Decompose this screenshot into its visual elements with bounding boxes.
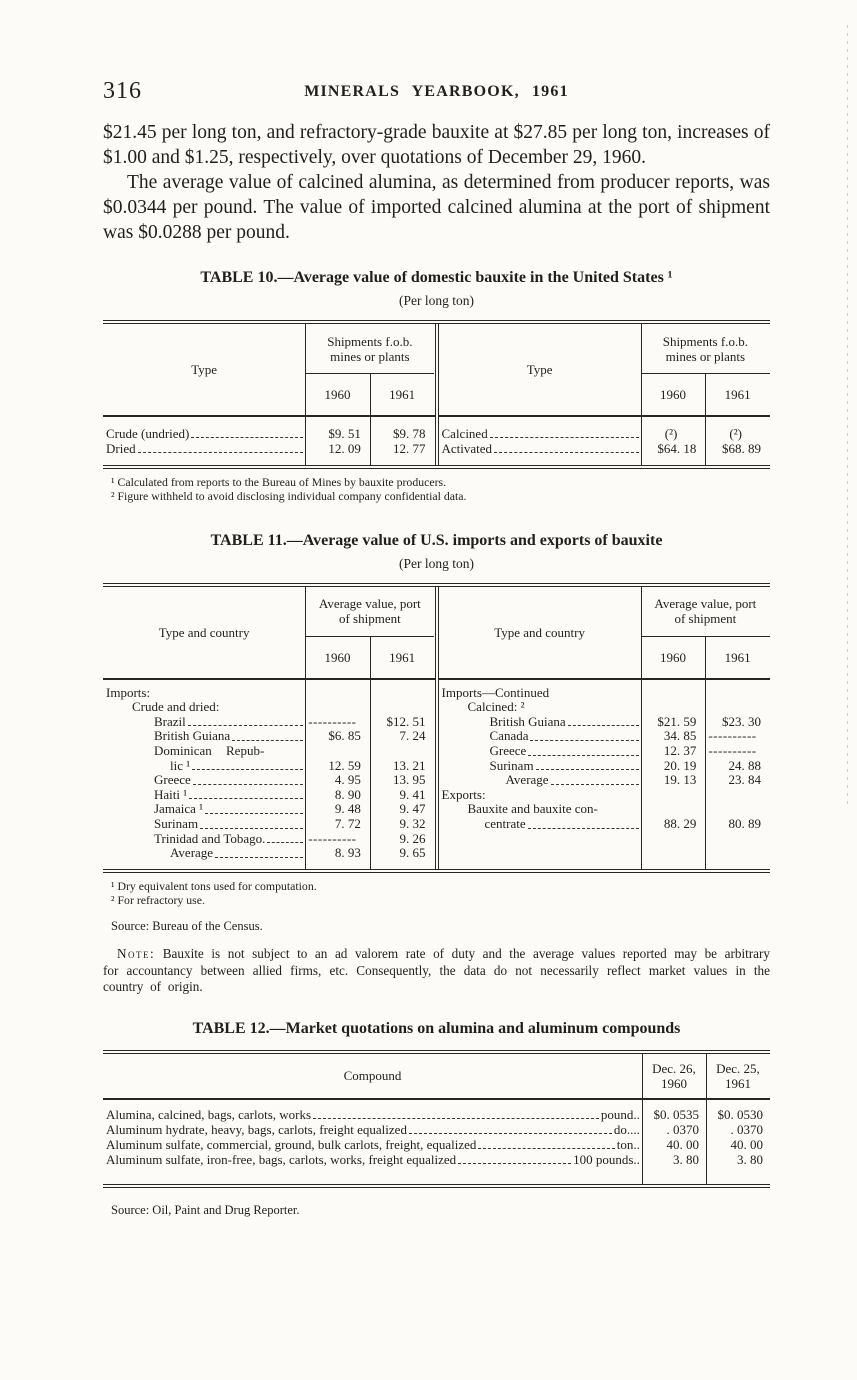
- row-label: Brazil: [154, 714, 186, 729]
- value-1960: $0. 0535: [653, 1106, 699, 1122]
- dot-leader: [458, 1162, 571, 1164]
- row-label: Aluminum sulfate, commercial, ground, bulk carlots, freight, equalized: [106, 1136, 477, 1152]
- value-1961: $23. 30: [721, 713, 761, 729]
- value-1961: 9. 41: [399, 786, 426, 802]
- table-11-left-half: [103, 587, 435, 869]
- column-group-header: Shipments f.o.b. mines or plants: [641, 324, 770, 374]
- value-1960: 9. 48: [334, 801, 361, 817]
- note-paragraph: [103, 946, 770, 996]
- row-label: Dominican Repub-: [154, 743, 265, 758]
- dot-leader: [191, 436, 303, 438]
- table-11-source: Source: Bureau of the Census.: [111, 919, 263, 934]
- value-1960: 19. 13: [663, 772, 697, 788]
- dot-leader: [490, 436, 639, 438]
- value-1960: 8. 90: [334, 786, 361, 802]
- dot-leader: [528, 754, 638, 756]
- dot-leader: [568, 724, 639, 726]
- note-text: Bauxite is not subject to an ad valorem rate of duty and the average values reported may be arbitrary for accountancy between allied firms, etc. Consequently, the data do not necessarily reflect market values in the country of origin.: [103, 946, 770, 995]
- table-body: [439, 417, 771, 465]
- page-number: 316: [103, 78, 142, 104]
- table-row: [439, 759, 771, 774]
- unit-label: do....: [613, 1121, 640, 1137]
- column-header-dec-25-1961: Dec. 25, 1961: [716, 1060, 760, 1091]
- row-label: Haiti ¹: [154, 787, 188, 802]
- dot-leader: [478, 1147, 614, 1149]
- row-label: Surinam: [154, 816, 199, 831]
- table-row: [103, 744, 435, 759]
- value-1961: 3. 80: [736, 1151, 763, 1167]
- column-header-type: Type: [191, 362, 217, 377]
- table-10-title: TABLE 10.—Average value of domestic bauxite in the United States ¹: [200, 269, 673, 286]
- table-row: [439, 729, 771, 744]
- table-row: [103, 802, 435, 817]
- column-header-type-country: Type and country: [494, 624, 585, 640]
- value-1960: 8. 93: [334, 845, 361, 861]
- table-11-footnotes: [103, 880, 770, 908]
- table-10-section: [103, 269, 770, 504]
- column-header-dec-26-1960: Dec. 26, 1960: [652, 1060, 696, 1091]
- table-row: [103, 1137, 770, 1152]
- value-1960: 34. 85: [663, 728, 697, 744]
- row-label: lic ¹: [170, 758, 191, 773]
- table-row: [103, 729, 435, 744]
- table-11-right-half: [435, 587, 771, 869]
- table-row: [439, 817, 771, 832]
- row-label: Alumina, calcined, bags, carlots, works: [106, 1106, 312, 1122]
- column-header-compound: Compound: [343, 1068, 402, 1084]
- table-10-left-half: [103, 324, 435, 465]
- table-12-title: TABLE 12.—Market quotations on alumina and aluminum compounds: [192, 1019, 681, 1037]
- table-10: [103, 320, 770, 469]
- row-label: Trinidad and Tobago.: [154, 831, 266, 846]
- table-row: [439, 715, 771, 730]
- value-1960: ----------: [308, 714, 357, 729]
- column-group-header: Shipments f.o.b. mines or plants: [305, 324, 434, 374]
- value-1961: 9. 26: [399, 830, 426, 846]
- row-label: Average: [170, 846, 214, 861]
- column-header-1960: 1960: [324, 387, 351, 402]
- row-label: Calcined: ²: [467, 700, 525, 715]
- value-1960: $21. 59: [657, 713, 697, 729]
- table-row: [439, 744, 771, 759]
- table-10-subtitle: (Per long ton): [399, 293, 474, 308]
- table-10-footnotes: [103, 476, 770, 504]
- value-1960: . 0370: [666, 1121, 699, 1137]
- dot-leader: [267, 841, 303, 843]
- table-body: [439, 680, 771, 840]
- value-1961: 24. 88: [728, 757, 761, 773]
- table-row: [439, 788, 771, 803]
- intro-paragraph-2: The average value of calcined alumina, as determined from producer reports, was $0.0344 per pound. The value of imported calcined alumina at the port of shipment was $0.0288 per pound.: [103, 172, 770, 243]
- row-label: Imports—Continued: [441, 685, 550, 700]
- value-1960: (²): [664, 426, 678, 441]
- value-1961: 12. 77: [392, 441, 426, 456]
- table-row: [103, 686, 435, 701]
- table-body: [103, 1100, 770, 1184]
- dot-leader: [215, 856, 303, 858]
- table-row: [103, 788, 435, 803]
- table-11: [103, 583, 770, 873]
- table-row: [103, 1152, 770, 1167]
- value-1960: 7. 72: [334, 815, 361, 831]
- table-11-section: [103, 532, 770, 996]
- value-1960: $6. 85: [328, 728, 361, 744]
- dot-leader: [409, 1132, 612, 1134]
- row-label: Aluminum sulfate, iron-free, bags, carlots, works, freight equalized: [106, 1151, 457, 1167]
- table-row: [103, 715, 435, 730]
- note-label: Note:: [117, 946, 156, 962]
- dot-leader: [528, 827, 639, 829]
- table-row: [103, 759, 435, 774]
- table-row: [103, 773, 435, 788]
- row-label: Crude and dried:: [132, 700, 220, 715]
- value-1960: 88. 29: [663, 815, 697, 831]
- row-label: Dried: [106, 441, 136, 456]
- row-label: Activated: [441, 441, 493, 456]
- value-1961: ----------: [708, 743, 757, 758]
- dot-leader: [530, 739, 638, 741]
- dot-leader: [205, 812, 303, 814]
- value-1961: . 0370: [730, 1121, 763, 1137]
- column-group-header: Average value, port of shipment: [641, 587, 770, 637]
- column-header-1961: 1961: [724, 387, 751, 402]
- value-1961: 7. 24: [399, 728, 426, 744]
- value-1961: 80. 89: [728, 815, 761, 831]
- value-1960: $64. 18: [657, 441, 697, 456]
- value-1960: 20. 19: [663, 757, 697, 773]
- dot-leader: [189, 797, 303, 799]
- table-row: [439, 700, 771, 715]
- dot-leader: [551, 783, 639, 785]
- row-label: Imports:: [106, 685, 151, 700]
- table-row: [103, 426, 435, 441]
- value-1961: $12. 51: [386, 713, 426, 729]
- value-1960: 4. 95: [334, 772, 361, 788]
- table-body: [103, 417, 435, 465]
- row-label: centrate: [484, 816, 526, 831]
- unit-label: ton..: [616, 1136, 640, 1152]
- value-1961: $9. 78: [392, 426, 426, 441]
- row-label: Greece: [489, 743, 527, 758]
- dot-leader: [193, 783, 303, 785]
- table-header: [439, 324, 771, 417]
- footnote: ¹ Dry equivalent tons used for computation.: [111, 878, 317, 893]
- running-head: [103, 78, 770, 108]
- table-header: [439, 587, 771, 680]
- footnote: ² Figure withheld to avoid disclosing individual company confidential data.: [111, 488, 467, 503]
- value-1961: 9. 65: [399, 845, 426, 861]
- table-row: [103, 700, 435, 715]
- value-1960: 12. 59: [328, 757, 361, 773]
- value-1960: 40. 00: [666, 1136, 699, 1152]
- value-1961: 9. 47: [399, 801, 426, 817]
- value-1961: ----------: [708, 729, 757, 744]
- intro-paragraph-1: $21.45 per long ton, and refractory-grade bauxite at $27.85 per long ton, increases of $1.00 and $1.25, respectively, over quotations of December 29, 1960.: [103, 122, 770, 168]
- value-1960: ----------: [308, 831, 357, 846]
- row-label: Crude (undried): [106, 426, 190, 441]
- value-1961: $0. 0530: [717, 1106, 763, 1122]
- table-row: [103, 832, 435, 847]
- row-label: Exports:: [441, 787, 486, 802]
- table-row: [103, 846, 435, 861]
- table-header: [103, 324, 435, 417]
- table-row: [439, 773, 771, 788]
- row-label: Canada: [489, 729, 529, 744]
- table-11-subtitle: (Per long ton): [399, 555, 474, 571]
- table-10-right-half: [435, 324, 771, 465]
- column-header-1961: 1961: [724, 649, 751, 665]
- row-label: Bauxite and bauxite con-: [467, 802, 598, 817]
- row-label: Calcined: [441, 426, 488, 441]
- dot-leader: [232, 739, 303, 741]
- column-header-1960: 1960: [324, 649, 351, 665]
- value-1961: 40. 00: [730, 1136, 763, 1152]
- value-1960: 12. 09: [328, 441, 361, 456]
- value-1960: 12. 37: [663, 742, 697, 758]
- footnote: ¹ Calculated from reports to the Bureau of Mines by bauxite producers.: [111, 475, 447, 489]
- dot-leader: [200, 827, 303, 829]
- table-row: [103, 1122, 770, 1137]
- footnote: ² For refractory use.: [111, 892, 205, 907]
- column-header-1960: 1960: [660, 387, 687, 402]
- value-1961: $68. 89: [721, 441, 761, 456]
- dot-leader: [138, 451, 304, 453]
- table-row: [439, 802, 771, 817]
- table-header: [103, 1054, 770, 1100]
- row-label: Jamaica ¹: [154, 802, 204, 817]
- value-1961: 13. 21: [392, 757, 426, 773]
- table-12: [103, 1050, 770, 1188]
- dot-leader: [536, 768, 639, 770]
- row-label: Surinam: [489, 758, 534, 773]
- scan-edge-artifact: [847, 25, 848, 805]
- unit-label: pound..: [600, 1106, 640, 1122]
- value-1961: (²): [729, 426, 742, 441]
- table-11-title: TABLE 11.—Average value of U.S. imports and exports of bauxite: [210, 531, 663, 549]
- unit-label: 100 pounds..: [573, 1151, 640, 1167]
- table-body: [103, 680, 435, 869]
- row-label: British Guiana: [489, 714, 566, 729]
- row-label: Average: [505, 773, 549, 788]
- table-12-source: Source: Oil, Paint and Drug Reporter.: [111, 1202, 300, 1217]
- table-row: [103, 817, 435, 832]
- table-12-section: [103, 1020, 770, 1218]
- dot-leader: [188, 724, 303, 726]
- column-header-1961: 1961: [389, 649, 416, 665]
- dot-leader: [313, 1117, 599, 1119]
- table-row: [439, 686, 771, 701]
- column-header-1961: 1961: [389, 387, 416, 402]
- table-row: [439, 426, 771, 441]
- column-group-header: Average value, port of shipment: [305, 587, 434, 637]
- table-row: [103, 441, 435, 456]
- row-label: British Guiana: [154, 729, 231, 744]
- column-header-type: Type: [526, 362, 553, 377]
- column-header-type-country: Type and country: [158, 624, 250, 640]
- row-label: Aluminum hydrate, heavy, bags, carlots, freight equalized: [106, 1121, 407, 1137]
- value-1961: 23. 84: [728, 772, 761, 788]
- value-1961: 13. 95: [392, 772, 426, 788]
- running-title: MINERALS YEARBOOK, 1961: [304, 83, 569, 100]
- table-row: [103, 1107, 770, 1122]
- column-header-1960: 1960: [660, 649, 687, 665]
- value-1960: $9. 51: [328, 426, 361, 441]
- row-label: Greece: [154, 773, 191, 788]
- value-1961: 9. 32: [399, 815, 426, 831]
- dot-leader: [494, 451, 639, 453]
- table-header: [103, 587, 435, 680]
- table-row: [439, 441, 771, 456]
- value-1960: 3. 80: [672, 1151, 699, 1167]
- dot-leader: [192, 768, 303, 770]
